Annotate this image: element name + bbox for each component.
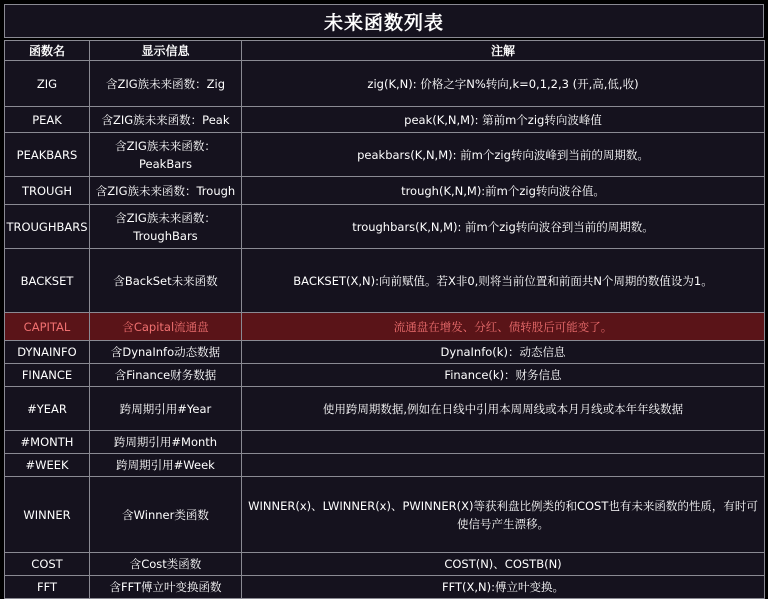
note-cell: 流通盘在增发、分红、债转股后可能变了。 xyxy=(242,313,765,341)
display-info-cell: 含Cost类函数 xyxy=(90,553,242,576)
display-info-cell: 含Winner类函数 xyxy=(90,477,242,553)
header-row xyxy=(5,41,765,61)
function-name-cell: CAPITAL xyxy=(5,313,90,341)
table-row xyxy=(5,454,765,477)
function-name-cell: TROUGH xyxy=(5,177,90,205)
display-info-cell: 含ZIG族未来函数：Zig xyxy=(90,61,242,107)
function-name-cell: #WEEK xyxy=(5,454,90,477)
note-cell: Finance(k)：财务信息 xyxy=(242,364,765,387)
function-name-cell: DYNAINFO xyxy=(5,341,90,364)
function-name-cell: TROUGHBARS xyxy=(5,205,90,249)
display-info-cell: 含ZIG族未来函数：Peak xyxy=(90,107,242,133)
function-name-cell: PEAK xyxy=(5,107,90,133)
column-header-note: 注解 xyxy=(242,41,765,61)
note-cell: 使用跨周期数据,例如在日线中引用本周周线或本月月线或本年年线数据 xyxy=(242,387,765,431)
note-cell: peak(K,N,M): 第前m个zig转向波峰值 xyxy=(242,107,765,133)
display-info-cell: 含Capital流通盘 xyxy=(90,313,242,341)
table-body xyxy=(5,61,765,599)
note-cell: troughbars(K,N,M): 前m个zig转向波谷到当前的周期数。 xyxy=(242,205,765,249)
function-name-cell: FFT xyxy=(5,576,90,599)
table-row xyxy=(5,431,765,454)
table-row xyxy=(5,107,765,133)
table-row xyxy=(5,364,765,387)
note-cell: peakbars(K,N,M): 前m个zig转向波峰到当前的周期数。 xyxy=(242,133,765,177)
function-name-cell: COST xyxy=(5,553,90,576)
table-row xyxy=(5,133,765,177)
note-cell: trough(K,N,M):前m个zig转向波谷值。 xyxy=(242,177,765,205)
note-cell: FFT(X,N):傅立叶变换。 xyxy=(242,576,765,599)
table-row xyxy=(5,205,765,249)
display-info-cell: 含ZIG族未来函数：TroughBars xyxy=(90,205,242,249)
table-row xyxy=(5,387,765,431)
display-info-cell: 含ZIG族未来函数：Trough xyxy=(90,177,242,205)
note-cell: COST(N)、COSTB(N) xyxy=(242,553,765,576)
function-name-cell: PEAKBARS xyxy=(5,133,90,177)
table-row xyxy=(5,177,765,205)
display-info-cell: 含Finance财务数据 xyxy=(90,364,242,387)
table-row xyxy=(5,553,765,576)
table-row xyxy=(5,477,765,553)
note-cell: DynaInfo(k)：动态信息 xyxy=(242,341,765,364)
future-functions-table xyxy=(4,40,765,599)
note-cell: BACKSET(X,N):向前赋值。若X非0,则将当前位置和前面共N个周期的数值设为1。 xyxy=(242,249,765,313)
function-name-cell: WINNER xyxy=(5,477,90,553)
note-cell xyxy=(242,454,765,477)
table-title: 未来函数列表 xyxy=(4,4,764,38)
table-row xyxy=(5,61,765,107)
display-info-cell: 含FFT傅立叶变换函数 xyxy=(90,576,242,599)
function-name-cell: FINANCE xyxy=(5,364,90,387)
display-info-cell: 含DynaInfo动态数据 xyxy=(90,341,242,364)
note-cell xyxy=(242,431,765,454)
table-row xyxy=(5,313,765,341)
table-row xyxy=(5,576,765,599)
function-name-cell: ZIG xyxy=(5,61,90,107)
table-row xyxy=(5,341,765,364)
display-info-cell: 含BackSet未来函数 xyxy=(90,249,242,313)
display-info-cell: 跨周期引用#Week xyxy=(90,454,242,477)
function-name-cell: #MONTH xyxy=(5,431,90,454)
display-info-cell: 跨周期引用#Month xyxy=(90,431,242,454)
table-row xyxy=(5,249,765,313)
display-info-cell: 跨周期引用#Year xyxy=(90,387,242,431)
note-cell: WINNER(x)、LWINNER(x)、PWINNER(X)等获利盘比例类的和COST也有未来函数的性质，有时可使信号产生漂移。 xyxy=(242,477,765,553)
function-name-cell: #YEAR xyxy=(5,387,90,431)
display-info-cell: 含ZIG族未来函数：PeakBars xyxy=(90,133,242,177)
function-name-cell: BACKSET xyxy=(5,249,90,313)
column-header-info: 显示信息 xyxy=(90,41,242,61)
note-cell: zig(K,N): 价格之字N%转向,k=0,1,2,3 (开,高,低,收) xyxy=(242,61,765,107)
column-header-name: 函数名 xyxy=(5,41,90,61)
